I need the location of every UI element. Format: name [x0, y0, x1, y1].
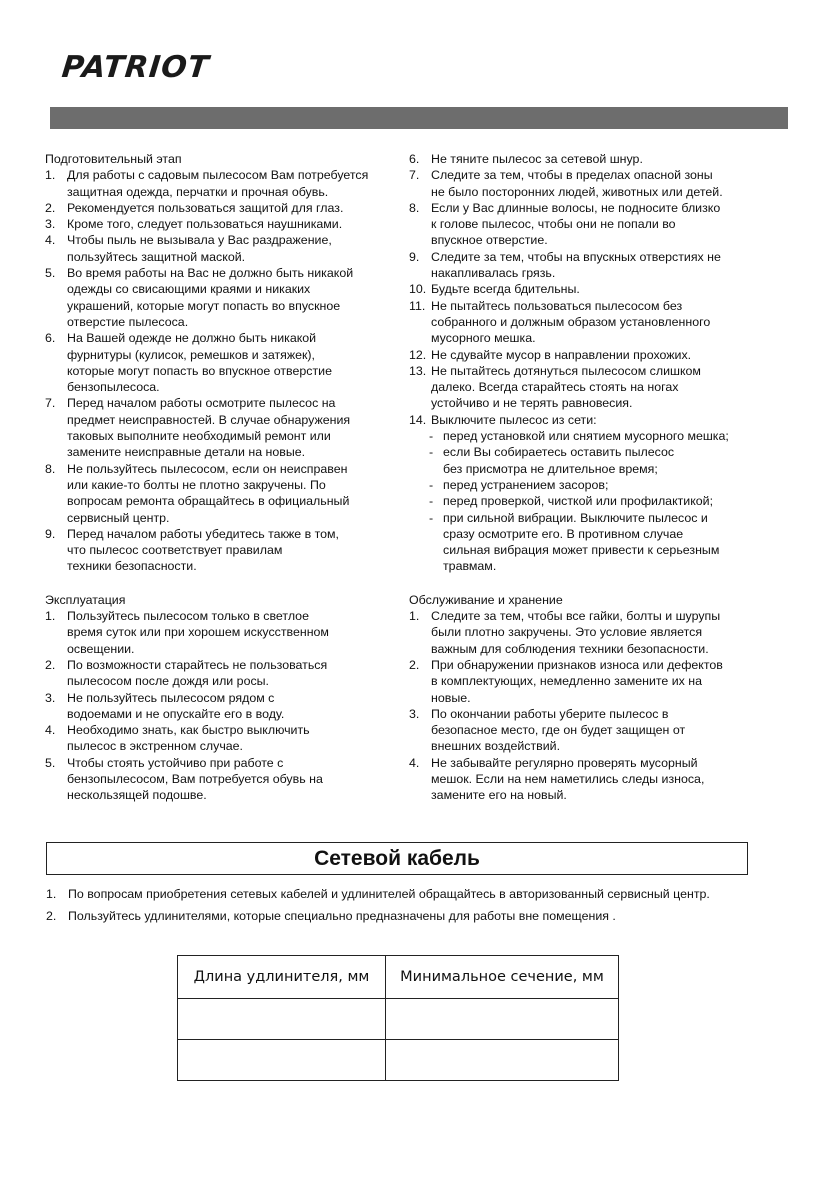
list-item-text: Пользуйтесь удлинителями, которые специально предназначены для работы вне помещения . [68, 909, 616, 923]
list-item-number: 1. [409, 609, 420, 624]
table-cell [178, 999, 386, 1040]
cable-notes [46, 887, 806, 931]
list-item [46, 887, 806, 901]
list-item [45, 330, 395, 395]
list-item-text: Перед началом работы осмотрите пылесос на предмет неисправностей. В случае обнаружения таковых выполните необходимый ремонт или замените неисправные детали на новые. [67, 396, 351, 460]
list-item-text: Чтобы стоять устойчиво при работе с бензопылесосом, Вам потребуется обувь на нескользящей подошве. [67, 755, 323, 803]
list-item-number: 1. [45, 609, 56, 624]
list-item-number: 7. [45, 396, 56, 411]
list-item-number: 4. [45, 723, 56, 738]
list-item-text: На Вашей одежде не должно быть никакой фурнитуры (кулисок, ремешков и затяжек), которые могут попасть во впускное отверстие бензопылесоса. [67, 331, 332, 395]
sub-list-item-text: при сильной вибрации. Выключите пылесос и сразу осмотрите его. В противном случае сильная вибрация может привести к серьезным травмам. [443, 510, 720, 574]
sub-list-item [409, 444, 759, 477]
list-item-number: 7. [409, 168, 420, 183]
dash-bullet: - [429, 494, 434, 509]
list-item-number: 2. [409, 657, 420, 672]
list-item-text: При обнаружении признаков износа или дефектов в комплектующих, немедленно замените их на новые. [431, 657, 723, 705]
section-title-prep: Подготовительный этап [45, 152, 182, 166]
table-cell [178, 1040, 386, 1081]
prep-list [45, 167, 395, 574]
list-item [409, 281, 759, 297]
list-item-text: По возможности старайтесь не пользоваться пылесосом после дождя или росы. [67, 657, 328, 689]
list-item-number: 12. [409, 347, 427, 362]
list-item-text: Не тяните пылесос за сетевой шнур. [431, 152, 643, 166]
list-item [409, 167, 759, 200]
safety-list [409, 151, 759, 428]
sub-list-item-text: перед установкой или снятием мусорного мешка; [443, 429, 729, 444]
brand-logo: PATRIOT [60, 50, 212, 85]
table-row [178, 1040, 619, 1081]
list-item-number: 9. [45, 526, 56, 541]
list-item-text: Будьте всегда бдительны. [431, 282, 580, 297]
cable-title: Сетевой кабель [314, 846, 480, 870]
list-item [409, 608, 759, 657]
table-cell [386, 1040, 619, 1081]
list-item-text: Не пытайтесь пользоваться пылесосом без собранного и должным образом установленного мусорного мешка. [431, 298, 711, 346]
list-item-number: 8. [409, 200, 420, 215]
list-item [45, 608, 395, 657]
list-item [45, 755, 395, 804]
list-item-number: 1. [45, 168, 56, 183]
left-column [45, 151, 395, 804]
list-item-number: 2. [45, 657, 56, 672]
list-item-text: Следите за тем, чтобы в пределах опасной зоны не было посторонних людей, животных или детей. [431, 168, 723, 199]
list-item-text: Кроме того, следует пользоваться наушниками. [67, 217, 343, 232]
list-item [45, 167, 395, 200]
list-item-text: По окончании работы уберите пылесос в безопасное место, где он будет защищен от внешних воздействий. [431, 706, 686, 754]
list-item-number: 6. [45, 331, 56, 346]
list-item [409, 249, 759, 282]
list-item-number: 2. [45, 200, 56, 215]
list-item-text: Пользуйтесь пылесосом только в светлое время суток или при хорошем искусственном освещении. [67, 609, 329, 656]
list-item [45, 200, 395, 216]
table-cell [386, 999, 619, 1040]
list-item-text: Не сдувайте мусор в направлении прохожих. [431, 347, 692, 362]
list-item-text: Для работы с садовым пылесосом Вам потребуется защитная одежда, перчатки и прочная обувь. [67, 168, 369, 199]
list-item [409, 200, 759, 249]
table-header-length: Длина удлинителя, мм [178, 956, 386, 999]
table-row [178, 999, 619, 1040]
table-header-section: Минимальное сечение, мм [386, 956, 619, 999]
dash-bullet: - [429, 445, 434, 460]
list-item-number: 8. [45, 461, 56, 476]
sub-list-item-text: перед проверкой, чисткой или профилактикой; [443, 494, 714, 509]
list-item-number: 11. [409, 298, 426, 313]
extension-table [177, 955, 619, 1081]
list-item [45, 265, 395, 330]
list-item-text: Не пользуйтесь пылесосом, если он неисправен или какие-то болты не плотно закручены. По вопросам ремонта обращайтесь в официальный сервисный центр. [67, 461, 350, 525]
list-item [409, 706, 759, 755]
list-item-number: 5. [45, 266, 56, 281]
list-item [45, 722, 395, 755]
list-item [45, 690, 395, 723]
list-item-number: 10. [409, 282, 427, 297]
list-item [409, 412, 759, 428]
list-item [409, 298, 759, 347]
list-item-number: 3. [409, 706, 420, 721]
list-item-number: 4. [409, 755, 420, 770]
sub-list-item [409, 493, 759, 509]
list-item-number: 6. [409, 152, 420, 166]
list-item [409, 363, 759, 412]
list-item-number: 3. [45, 690, 56, 705]
list-item [409, 657, 759, 706]
list-item-text: Выключите пылесос из сети: [431, 412, 597, 427]
list-item-text: По вопросам приобретения сетевых кабелей и удлинителей обращайтесь в авторизованный сервисный центр. [68, 887, 710, 901]
list-item-text: Чтобы пыль не вызывала у Вас раздражение, пользуйтесь защитной маской. [67, 233, 332, 264]
list-item-text: Рекомендуется пользоваться защитой для глаз. [67, 200, 344, 215]
list-item-text: Не забывайте регулярно проверять мусорный мешок. Если на нем наметились следы износа, замените его на новый. [431, 755, 705, 803]
list-item-number: 5. [45, 755, 56, 770]
safety-sublist [409, 428, 759, 575]
right-column [409, 151, 759, 804]
list-item-text: Перед началом работы убедитесь также в том, что пылесос соответствует правилам техники безопасности. [67, 526, 339, 574]
header-bar [50, 107, 788, 129]
dash-bullet: - [429, 510, 434, 525]
list-item-text: Не пользуйтесь пылесосом рядом с водоемами и не опускайте его в воду. [67, 690, 285, 721]
list-item [45, 657, 395, 690]
list-item-text: Следите за тем, чтобы все гайки, болты и шурупы были плотно закручены. Это условие является важным для соблюдения техники безопасности. [431, 609, 721, 656]
list-item-text: Не пытайтесь дотянуться пылесосом слишком далеко. Всегда старайтесь стоять на ногах устойчиво и не терять равновесия. [431, 363, 701, 411]
list-item [45, 232, 395, 265]
list-item-text: Необходимо знать, как быстро выключить пылесос в экстренном случае. [67, 723, 310, 754]
list-item [45, 216, 395, 232]
list-item-text: Если у Вас длинные волосы, не подносите близко к голове пылесос, чтобы они не попали во впускное отверстие. [431, 200, 721, 248]
sub-list-item [409, 510, 759, 575]
list-item-number: 14. [409, 412, 427, 427]
list-item [46, 909, 806, 923]
sub-list-item [409, 477, 759, 493]
maintenance-list [409, 608, 759, 804]
list-item [45, 461, 395, 526]
list-item-number: 4. [45, 233, 56, 248]
list-item-number: 2. [46, 909, 57, 923]
list-item-number: 1. [46, 887, 57, 901]
dash-bullet: - [429, 477, 434, 492]
list-item-number: 9. [409, 249, 420, 264]
list-item [45, 526, 395, 575]
operation-list [45, 608, 395, 804]
list-item [409, 151, 759, 167]
dash-bullet: - [429, 429, 434, 444]
list-item-number: 13. [409, 363, 427, 378]
section-title-operation: Эксплуатация [45, 592, 126, 607]
list-item [409, 347, 759, 363]
cable-section-header [46, 842, 748, 875]
sub-list-item-text: если Вы собираетесь оставить пылесос без присмотра не длительное время; [443, 445, 675, 476]
list-item-text: Во время работы на Вас не должно быть никакой одежды со свисающими краями и никаких украшений, которые могут попасть во впускное отверстие пылесоса. [67, 266, 354, 329]
sub-list-item [409, 428, 759, 444]
list-item-text: Следите за тем, чтобы на впускных отверстиях не накапливалась грязь. [431, 249, 721, 281]
section-title-maintenance: Обслуживание и хранение [409, 592, 563, 607]
sub-list-item-text: перед устранением засоров; [443, 477, 609, 492]
list-item [409, 755, 759, 804]
list-item [45, 395, 395, 460]
list-item-number: 3. [45, 217, 56, 232]
